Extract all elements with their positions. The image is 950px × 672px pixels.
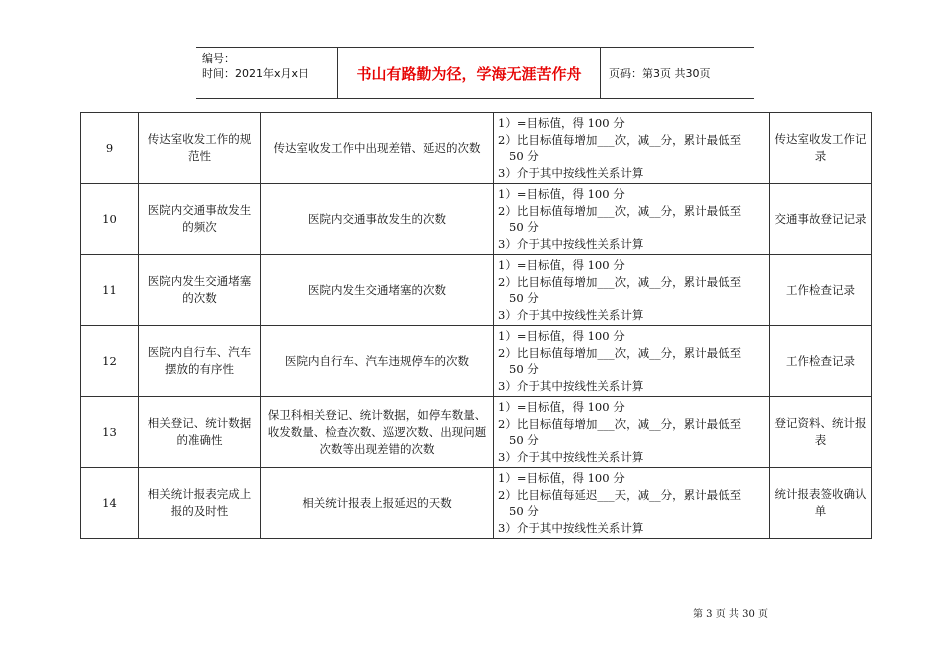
scoring-rule-line: 2）比目标值每增加___次，减__分，累计最低至 <box>498 132 742 147</box>
scoring-rule-line: 3）介于其中按线性关系计算 <box>498 165 644 180</box>
number-label: 编号： <box>202 52 235 65</box>
kpi-item: 相关登记、统计数据的准确性 <box>139 397 261 468</box>
kpi-item: 医院内自行车、汽车摆放的有序性 <box>139 326 261 397</box>
row-number: 14 <box>81 468 139 539</box>
row-number: 9 <box>81 113 139 184</box>
table-row <box>81 326 872 397</box>
row-number: 10 <box>81 184 139 255</box>
scoring-rule-line: 1）=目标值，得 100 分 <box>498 329 625 343</box>
scoring-rule-line: 1）=目标值，得 100 分 <box>498 116 625 130</box>
row-number: 12 <box>81 326 139 397</box>
data-source: 工作检查记录 <box>770 255 872 326</box>
scoring-rule-line: 2）比目标值每增加___次，减__分，累计最低至 <box>498 274 742 289</box>
data-source: 登记资料、统计报表 <box>770 397 872 468</box>
page-header <box>196 47 754 99</box>
scoring-rule-line: 1）=目标值，得 100 分 <box>498 471 625 485</box>
table-row <box>81 468 872 539</box>
scoring-rule-line: 3）介于其中按线性关系计算 <box>498 378 644 393</box>
scoring-rule-line: 3）介于其中按线性关系计算 <box>498 236 644 251</box>
kpi-description: 医院内自行车、汽车违规停车的次数 <box>261 326 494 397</box>
scoring-rule-line: 1）=目标值，得 100 分 <box>498 400 625 414</box>
kpi-item: 传达室收发工作的规范性 <box>139 113 261 184</box>
motto: 书山有路勤为径，学海无涯苦作舟 <box>338 48 601 98</box>
kpi-description: 相关统计报表上报延迟的天数 <box>261 468 494 539</box>
scoring-rule-line: 3）介于其中按线性关系计算 <box>498 520 644 535</box>
scoring-rule-line: 2）比目标值每增加___次，减__分，累计最低至 <box>498 345 742 360</box>
scoring-rule-line: 50 分 <box>509 220 539 234</box>
kpi-table <box>80 112 872 539</box>
scoring-rule-line: 50 分 <box>509 362 539 376</box>
scoring-rule <box>494 255 770 326</box>
kpi-item: 医院内交通事故发生的频次 <box>139 184 261 255</box>
scoring-rule-line: 2）比目标值每增加___次，减__分，累计最低至 <box>498 416 742 431</box>
scoring-rule <box>494 113 770 184</box>
scoring-rule <box>494 468 770 539</box>
scoring-rule-line: 2）比目标值每延迟___天，减__分，累计最低至 <box>498 487 742 502</box>
kpi-description: 医院内发生交通堵塞的次数 <box>261 255 494 326</box>
data-source: 工作检查记录 <box>770 326 872 397</box>
scoring-rule-line: 50 分 <box>509 149 539 163</box>
page-label: 页码：第3页 共30页 <box>609 67 711 80</box>
scoring-rule-line: 50 分 <box>509 504 539 518</box>
data-source: 交通事故登记记录 <box>770 184 872 255</box>
footer-page-number: 第 3 页 共 30 页 <box>693 609 768 620</box>
kpi-description: 保卫科相关登记、统计数据，如停车数量、收发数量、检查次数、巡逻次数、出现问题次数等出现差错的次数 <box>261 397 494 468</box>
header-meta <box>196 48 338 98</box>
scoring-rule-line: 1）=目标值，得 100 分 <box>498 187 625 201</box>
scoring-rule <box>494 184 770 255</box>
table-row <box>81 184 872 255</box>
table-row <box>81 255 872 326</box>
scoring-rule-line: 50 分 <box>509 291 539 305</box>
kpi-description: 医院内交通事故发生的次数 <box>261 184 494 255</box>
data-source: 传达室收发工作记录 <box>770 113 872 184</box>
kpi-item: 医院内发生交通堵塞的次数 <box>139 255 261 326</box>
scoring-rule <box>494 326 770 397</box>
scoring-rule-line: 1）=目标值，得 100 分 <box>498 258 625 272</box>
scoring-rule-line: 3）介于其中按线性关系计算 <box>498 307 644 322</box>
table-row <box>81 113 872 184</box>
scoring-rule-line: 50 分 <box>509 433 539 447</box>
scoring-rule-line: 3）介于其中按线性关系计算 <box>498 449 644 464</box>
kpi-item: 相关统计报表完成上报的及时性 <box>139 468 261 539</box>
table-row <box>81 397 872 468</box>
row-number: 11 <box>81 255 139 326</box>
scoring-rule <box>494 397 770 468</box>
scoring-rule-line: 2）比目标值每增加___次，减__分，累计最低至 <box>498 203 742 218</box>
kpi-description: 传达室收发工作中出现差错、延迟的次数 <box>261 113 494 184</box>
data-source: 统计报表签收确认单 <box>770 468 872 539</box>
time-label: 时间：2021年x月x日 <box>202 67 310 80</box>
row-number: 13 <box>81 397 139 468</box>
